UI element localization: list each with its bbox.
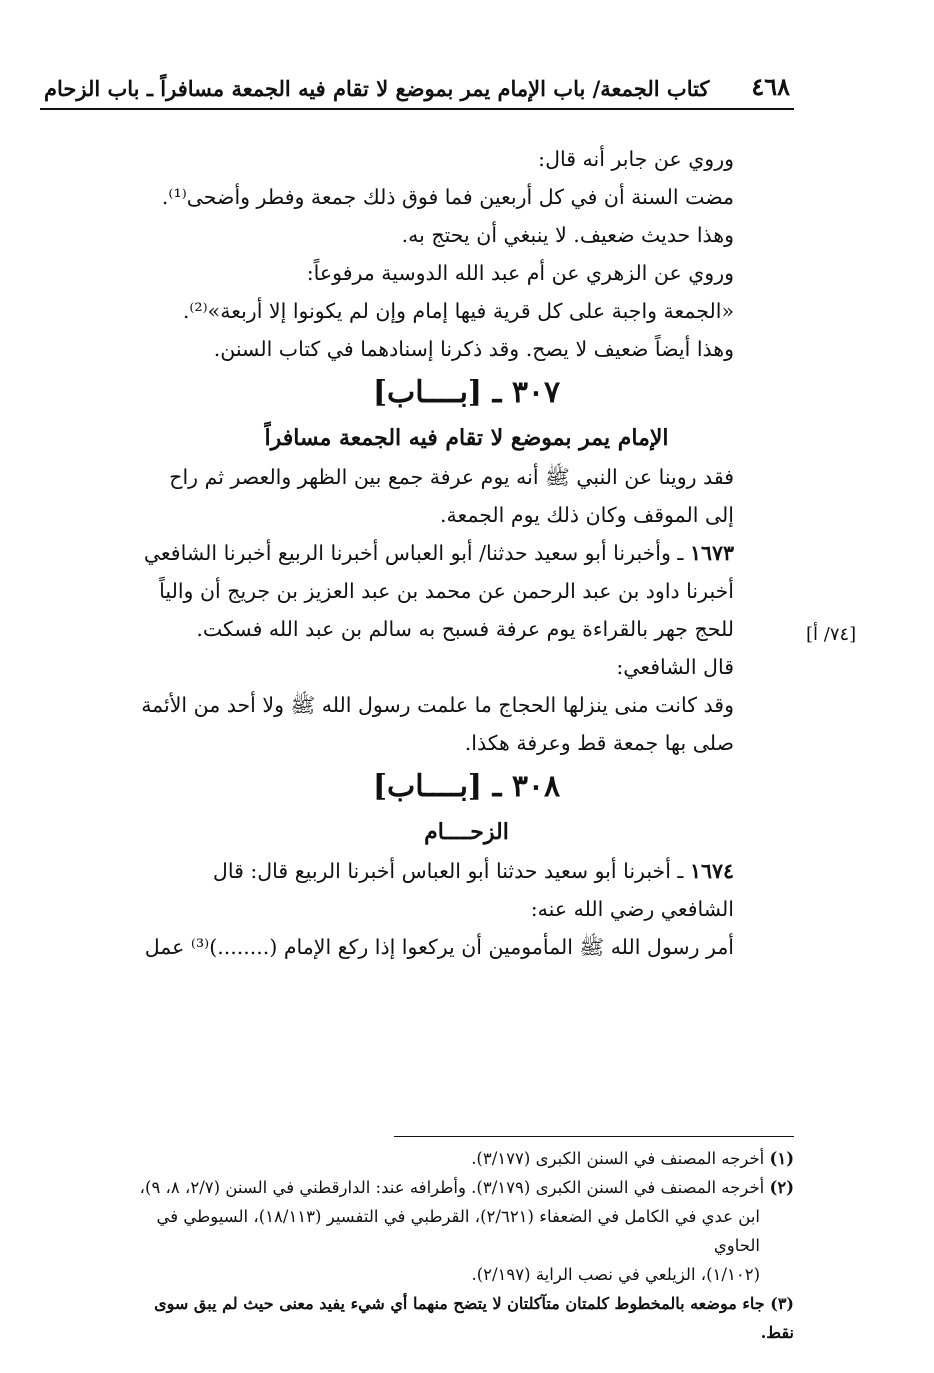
shafii-label: قال الشافعي:	[616, 655, 734, 679]
footnote-1	[124, 1144, 794, 1173]
running-title: كتاب الجمعة/ باب الإمام يمر بموضع لا تقام فيه الجمعة مسافراً ـ باب الزحام	[44, 76, 710, 101]
last-line: أمر رسول الله ﷺ المأمومين أن يركعوا إذا ركع الإمام (........)⁽³⁾ عمل	[144, 935, 734, 959]
section-308-number: ٣٠٨ ـ [بــــاب]	[372, 769, 561, 804]
footnote-2-continued: ابن عدي في الكامل في الضعفاء (٢/٦٢١)، القرطبي في التفسير (١٨/١١٣)، السيوطي في الحاوي	[156, 1207, 760, 1255]
manuscript-folio-reference: [٧٤/ أ]	[806, 624, 857, 645]
hadith-1673	[139, 534, 794, 648]
footnotes	[124, 1144, 794, 1347]
hadith-text: ـ أخبرنا أبو سعيد حدثنا أبو العباس أخبرنا الربيع قال: قال الشافعي رضي الله عنه:	[212, 859, 734, 921]
footnote-2-continued: (١/١٠٢)، الزيلعي في نصب الراية (٢/١٩٧).	[471, 1265, 760, 1284]
hadith-text: ـ وأخبرنا أبو سعيد حدثنا/ أبو العباس أخبرنا الربيع أخبرنا الشافعي أخبرنا داود بن عبد الرحمن عن محمد بن عبد العزيز بن جريج أن والياً للحج جهر بالقراءة يوم عرفة فسبح به سالم بن عبد الله فسكت.	[143, 541, 734, 641]
page-number: ٤٦٨	[751, 72, 790, 101]
footnote-text: أخرجه المصنف في السنن الكبرى (٣/١٧٩). وأطرافه عند: الدارقطني في السنن (٢/٧، ٨، ٩)،	[139, 1178, 765, 1197]
paragraph: مضت السنة أن في كل أربعين فما فوق ذلك جمعة وفطر وأضحى⁽¹⁾.	[161, 185, 734, 209]
paragraph: وروي عن جابر أنه قال:	[538, 147, 734, 171]
paragraph: وروي عن الزهري عن أم عبد الله الدوسية مرفوعاً:	[306, 261, 734, 285]
footnote-label: (١)	[769, 1149, 794, 1168]
hadith-number: ١٦٧٤	[689, 859, 734, 883]
section-307-number: ٣٠٧ ـ [بــــاب]	[372, 375, 561, 410]
footnote-text: أخرجه المصنف في السنن الكبرى (٣/١٧٧).	[471, 1149, 765, 1168]
section-308-title: الزحــــام	[424, 819, 509, 845]
footnote-divider	[394, 1136, 794, 1137]
section-307-title: الإمام يمر بموضع لا تقام فيه الجمعة مسافراً	[264, 425, 669, 451]
footnote-text: جاء موضعه بالمخطوط كلمتان متآكلتان لا يتضح منهما أي شيء يفيد معنى حيث لم يبق سوى نقط.	[154, 1294, 794, 1342]
main-text	[139, 140, 794, 966]
paragraph: وهذا أيضاً ضعيف لا يصح. وقد ذكرنا إسنادهما في كتاب السنن.	[213, 337, 734, 361]
shafii-text: وقد كانت منى ينزلها الحجاج ما علمت رسول الله ﷺ ولا أحد من الأئمة صلى بها جمعة قط وعرفة هكذا.	[141, 693, 734, 755]
footnote-2	[124, 1173, 794, 1202]
paragraph: «الجمعة واجبة على كل قرية فيها إمام وإن لم يكونوا إلا أربعة»⁽²⁾.	[182, 299, 734, 323]
footnote-label: (٣)	[770, 1294, 794, 1313]
hadith-1674	[139, 852, 794, 928]
footnote-label: (٢)	[769, 1178, 794, 1197]
paragraph: وهذا حديث ضعيف. لا ينبغي أن يحتج به.	[401, 223, 734, 247]
running-header	[40, 68, 794, 110]
footnote-3	[124, 1289, 794, 1347]
hadith-number: ١٦٧٣	[689, 541, 734, 565]
section-307-intro: فقد روينا عن النبي ﷺ أنه يوم عرفة جمع بين الظهر والعصر ثم راح إلى الموقف وكان ذلك يوم الجمعة.	[169, 465, 734, 527]
